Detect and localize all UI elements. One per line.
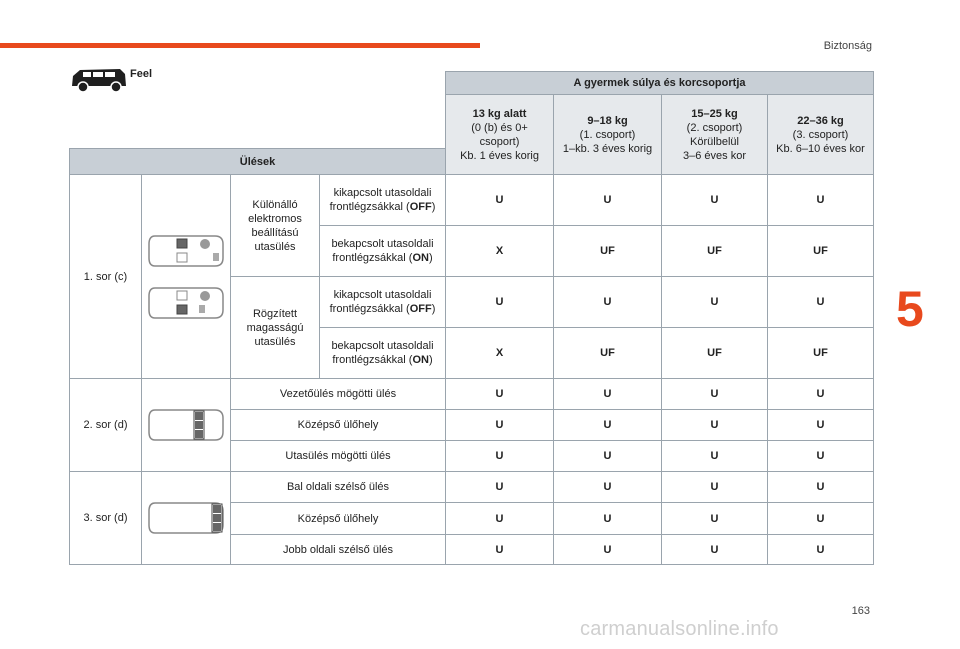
section-title: Biztonság	[823, 40, 872, 52]
table-cell-value: U	[661, 502, 767, 534]
group-line: (1. csoport)	[579, 128, 636, 141]
group-line: (3. csoport)	[792, 128, 849, 141]
table-cell-value: U	[767, 502, 874, 534]
group-title: 13 kg alatt	[472, 107, 527, 120]
group-header-0	[445, 94, 553, 174]
row2-diagram-cell	[141, 378, 230, 471]
row3-diagram-cell	[141, 471, 230, 565]
table-cell-value: U	[553, 440, 661, 471]
table-cell-value: U	[661, 174, 767, 225]
table-cell-value: U	[553, 502, 661, 534]
table-cell-value: U	[767, 534, 874, 565]
table-cell-value: U	[553, 471, 661, 502]
table-cell-value: U	[767, 409, 874, 440]
group-title: 15–25 kg	[691, 107, 738, 120]
table-cell-value: UF	[553, 225, 661, 276]
table-cell-value: UF	[767, 225, 874, 276]
group-header-3	[767, 94, 874, 174]
table-cell-value: U	[661, 276, 767, 327]
airbag-text-end: )	[428, 354, 433, 366]
table-cell-value: U	[767, 378, 874, 409]
seats-header: Ülések	[69, 148, 445, 174]
car-front-seat-diagram	[147, 232, 225, 270]
table-cell-value: U	[661, 409, 767, 440]
group-header-2	[661, 94, 767, 174]
airbag-text: kikapcsolt utasoldali frontlégzsákkal (	[329, 289, 432, 315]
car-third-row-diagram	[147, 499, 225, 537]
chapter-number: 5	[896, 281, 924, 337]
airbag-status	[319, 174, 445, 225]
table-cell-value: X	[445, 327, 553, 378]
airbag-off-label: OFF	[409, 303, 432, 315]
watermark: carmanualsonline.info	[580, 618, 779, 640]
group-title: 9–18 kg	[587, 114, 628, 127]
table-cell-value: U	[553, 534, 661, 565]
seat-description: Vezetőülés mögötti ülés	[230, 378, 445, 409]
group-line: Kb. 6–10 éves kor	[776, 142, 865, 155]
airbag-text: bekapcsolt utasoldali frontlégzsákkal (	[331, 238, 434, 264]
airbag-text-end: )	[431, 303, 436, 315]
group-title: 22–36 kg	[797, 114, 844, 127]
weight-group-header: A gyermek súlya és korcsoportja	[445, 71, 874, 94]
seat-description: Bal oldali szélső ülés	[230, 471, 445, 502]
header-accent-bar	[0, 43, 480, 48]
group-header-1	[553, 94, 661, 174]
group-line: Körülbelül	[690, 135, 739, 148]
group-line: Kb. 1 éves korig	[460, 149, 539, 162]
group-line: csoport)	[479, 135, 520, 148]
van-icon	[70, 66, 128, 94]
table-cell-value: U	[445, 440, 553, 471]
table-cell-value: U	[767, 276, 874, 327]
table-cell-value: U	[445, 534, 553, 565]
group-line: 3–6 éves kor	[683, 149, 746, 162]
airbag-status	[319, 327, 445, 378]
table-cell-value: UF	[661, 327, 767, 378]
table-cell-value: U	[553, 276, 661, 327]
table-cell-value: X	[445, 225, 553, 276]
table-cell-value: U	[767, 471, 874, 502]
table-cell-value: U	[767, 174, 874, 225]
seat-description: Rögzített magasságú utasülés	[230, 276, 319, 378]
airbag-on-label: ON	[412, 252, 429, 264]
seat-description: Utasülés mögötti ülés	[230, 440, 445, 471]
airbag-on-label: ON	[412, 354, 429, 366]
model-label: Feel	[130, 68, 153, 80]
table-cell-value: U	[553, 174, 661, 225]
table-cell-value: UF	[661, 225, 767, 276]
group-line: (0 (b) és 0+	[471, 121, 528, 134]
seat-description: Különálló elektromos beállítású utasülés	[230, 174, 319, 276]
table-cell-value: U	[661, 440, 767, 471]
airbag-text-end: )	[428, 252, 433, 264]
table-cell-value: U	[661, 378, 767, 409]
table-cell-value: U	[445, 276, 553, 327]
airbag-text-end: )	[431, 201, 436, 213]
table-cell-value: U	[661, 534, 767, 565]
car-front-seat-diagram	[147, 284, 225, 322]
row-label-2: 2. sor (d)	[69, 378, 141, 471]
table-cell-value: U	[553, 378, 661, 409]
table-cell-value: UF	[767, 327, 874, 378]
table-cell-value: U	[445, 409, 553, 440]
car-second-row-diagram	[147, 406, 225, 444]
model-indicator	[70, 66, 152, 94]
airbag-status	[319, 276, 445, 327]
row-label-1: 1. sor (c)	[69, 174, 141, 378]
group-line: 1–kb. 3 éves korig	[562, 142, 653, 155]
page-number: 163	[851, 605, 870, 617]
table-cell-value: U	[445, 174, 553, 225]
table-cell-value: U	[445, 502, 553, 534]
row1-diagram-cell	[141, 174, 230, 378]
table-cell-value: U	[445, 471, 553, 502]
airbag-text: kikapcsolt utasoldali frontlégzsákkal (	[329, 187, 432, 213]
table-cell-value: U	[661, 471, 767, 502]
airbag-status	[319, 225, 445, 276]
table-cell-value: U	[553, 409, 661, 440]
airbag-text: bekapcsolt utasoldali frontlégzsákkal (	[331, 340, 434, 366]
airbag-off-label: OFF	[409, 201, 432, 213]
table-cell-value: U	[445, 378, 553, 409]
table-cell-value: UF	[553, 327, 661, 378]
table-cell-value: U	[767, 440, 874, 471]
seat-description: Középső ülőhely	[230, 502, 445, 534]
seat-description: Középső ülőhely	[230, 409, 445, 440]
row-label-3: 3. sor (d)	[69, 471, 141, 565]
group-line: (2. csoport)	[686, 121, 743, 134]
seat-description: Jobb oldali szélső ülés	[230, 534, 445, 565]
